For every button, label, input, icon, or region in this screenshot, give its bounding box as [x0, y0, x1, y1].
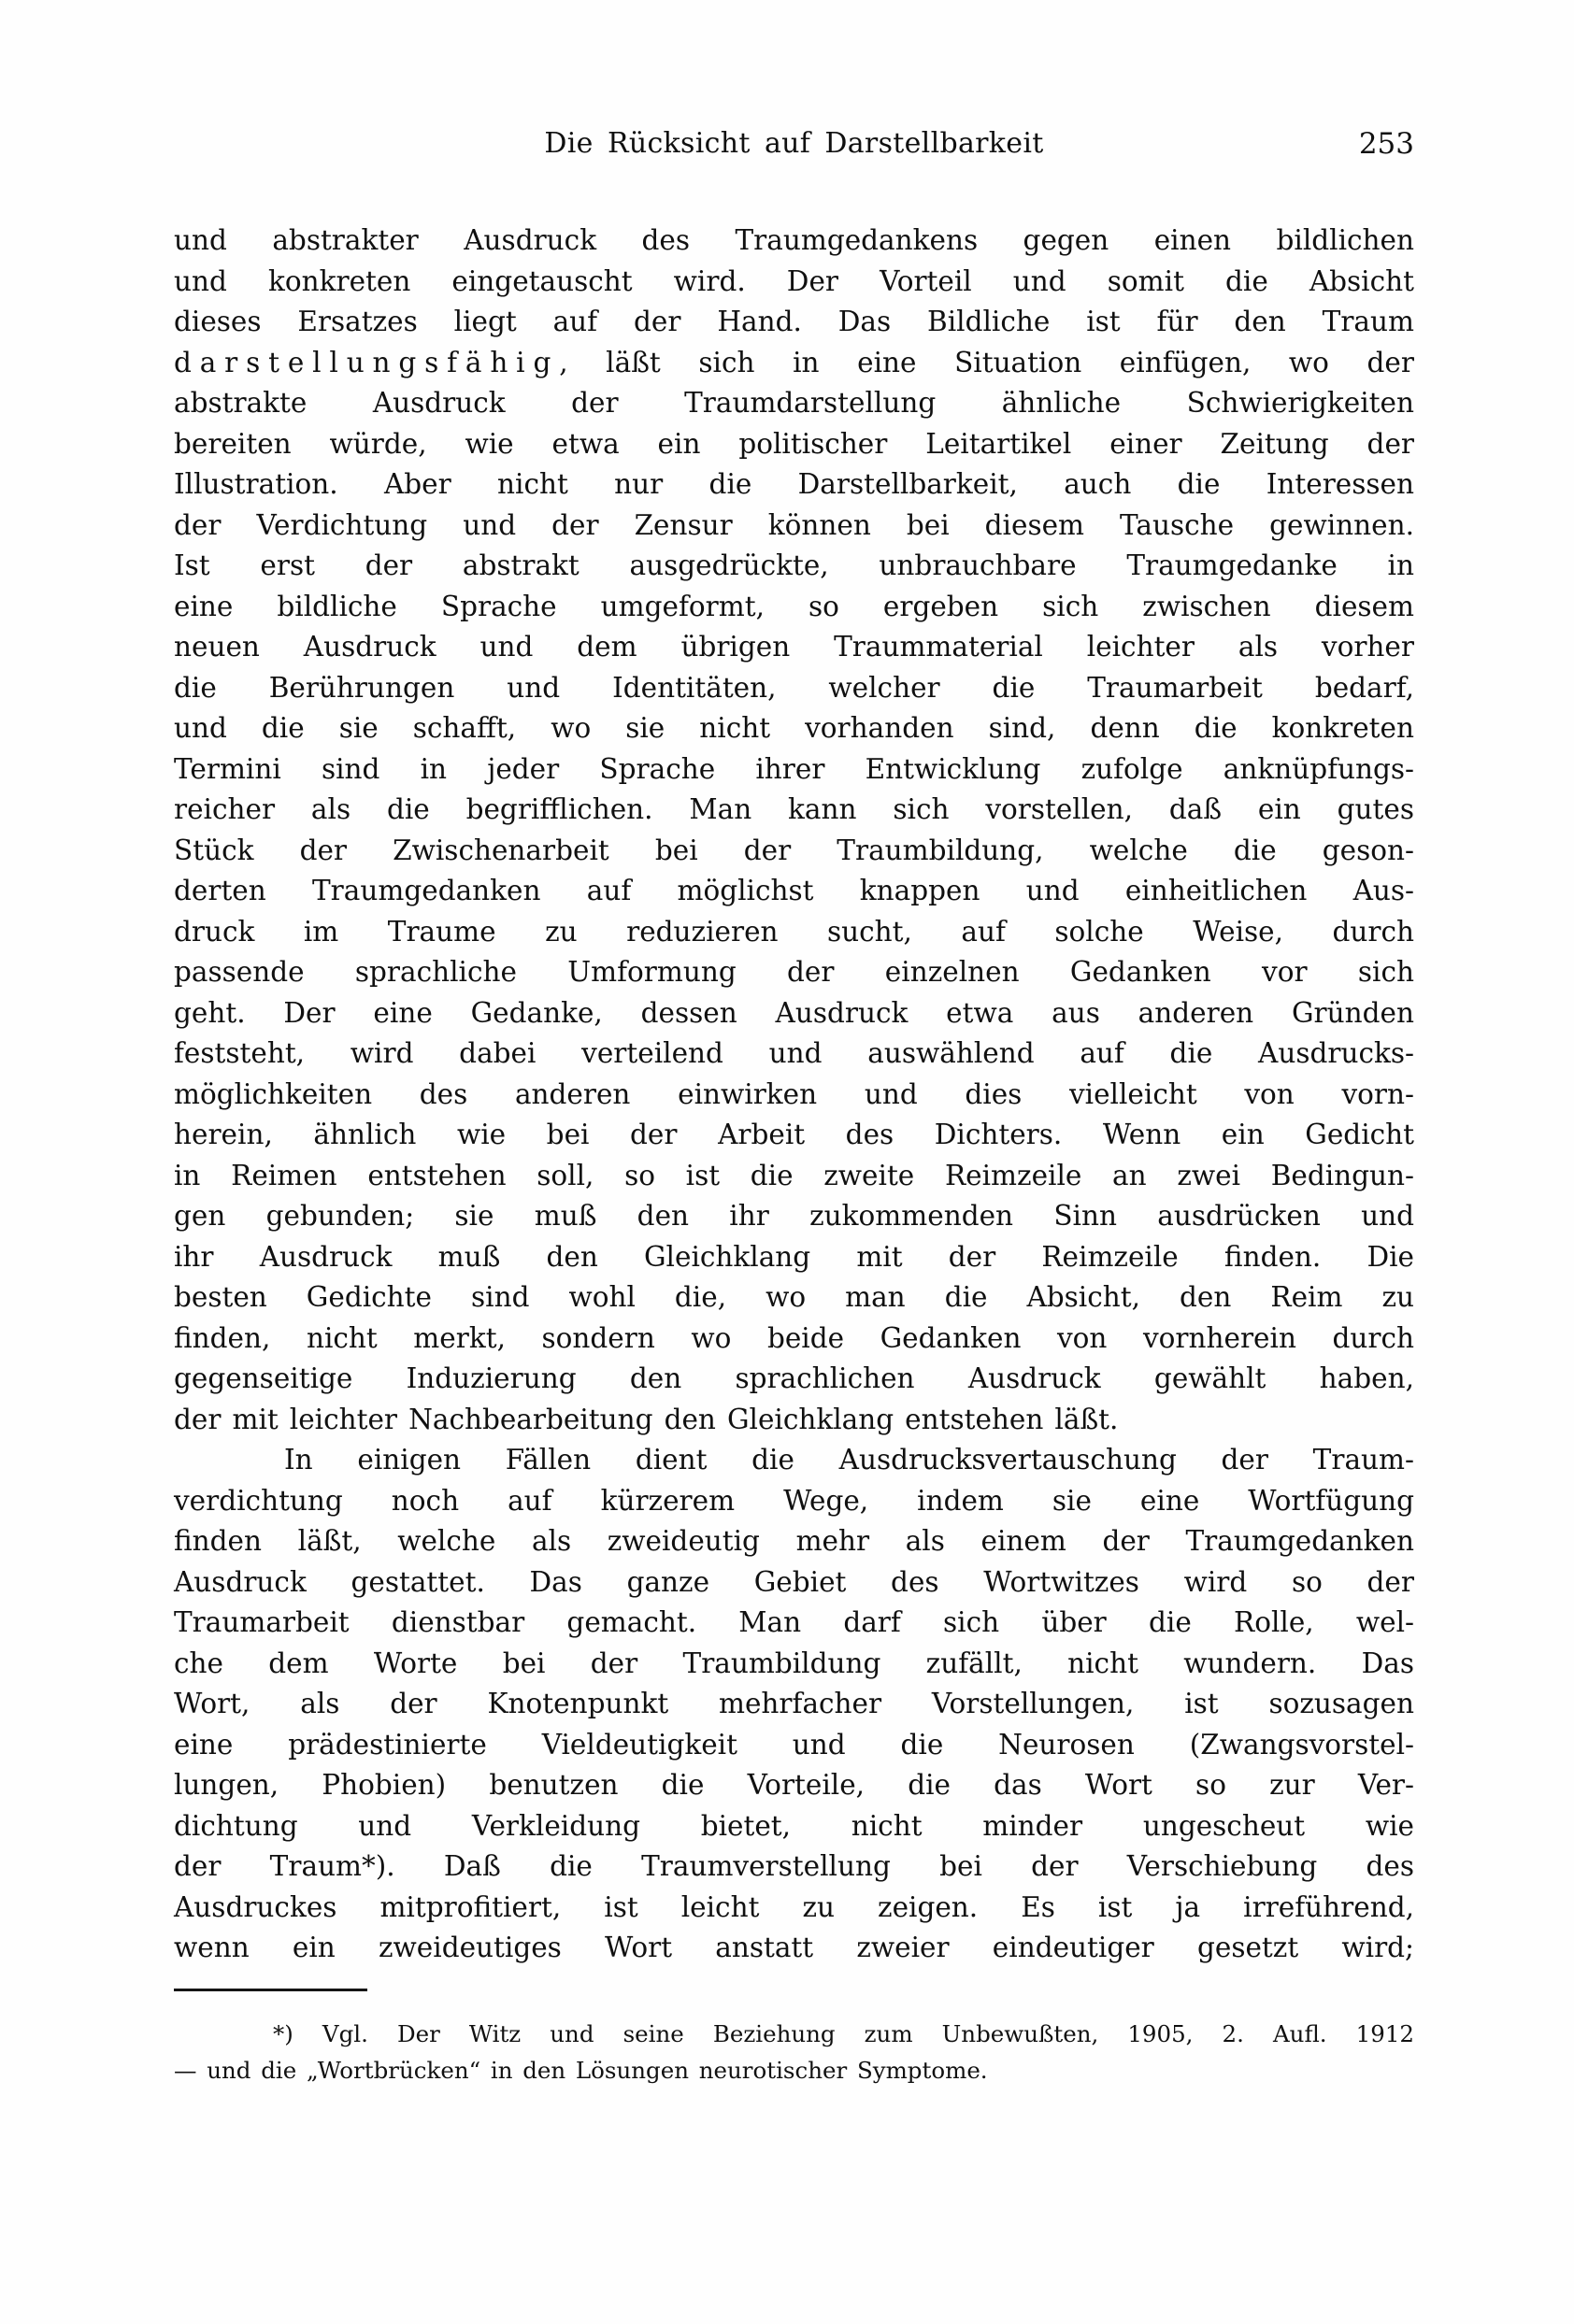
- text-line: gen gebunden; sie muß den ihr zukommenden Sinn ausdrücken und: [174, 1200, 1414, 1232]
- footnote-rule: [174, 1989, 367, 1991]
- text-line: Wort, als der Knotenpunkt mehrfacher Vorstellungen, ist sozusagen: [174, 1688, 1414, 1719]
- text-line: und konkreten eingetauscht wird. Der Vorteil und somit die Absicht: [174, 264, 1414, 297]
- footnote-line: — und die „Wortbrücken“ in den Lösungen neurotischer Symptome.: [174, 2056, 988, 2084]
- text-line: dichtung und Verkleidung bietet, nicht minder ungescheut wie: [174, 1809, 1414, 1842]
- page-number: 253: [1358, 127, 1414, 161]
- text-line: Termini sind in jeder Sprache ihrer Entwicklung zufolge anknüpfungs-: [174, 752, 1414, 785]
- text-line: ihr Ausdruck muß den Gleichklang mit der Reimzeile finden. Die: [174, 1240, 1414, 1273]
- text-line: und die sie schafft, wo sie nicht vorhanden sind, denn die konkreten: [174, 712, 1414, 744]
- text-line: darstellungsfähig, läßt sich in eine Situation einfügen, wo der: [174, 346, 1414, 378]
- text-line: Ausdruckes mitprofitiert, ist leicht zu zeigen. Es ist ja irreführend,: [174, 1890, 1414, 1923]
- text-line: che dem Worte bei der Traumbildung zufällt, nicht wundern. Das: [174, 1647, 1414, 1679]
- text-line: herein, ähnlich wie bei der Arbeit des Dichters. Wenn ein Gedicht: [174, 1119, 1414, 1150]
- text-line: derten Traumgedanken auf möglichst knappen und einheitlichen Aus-: [174, 875, 1414, 906]
- text-line: gegenseitige Induzierung den sprachlichen Ausdruck gewählt haben,: [174, 1362, 1414, 1394]
- text-line: in Reimen entstehen soll, so ist die zweite Reimzeile an zwei Bedingun-: [174, 1159, 1414, 1191]
- text-line: Illustration. Aber nicht nur die Darstellbarkeit, auch die Interessen: [174, 468, 1414, 500]
- text-line: bereiten würde, wie etwa ein politischer Leitartikel einer Zeitung der: [174, 427, 1414, 460]
- text-line: verdichtung noch auf kürzerem Wege, indem sie eine Wortfügung: [174, 1484, 1414, 1517]
- text-line: abstrakte Ausdruck der Traumdarstellung ähnliche Schwierigkeiten: [174, 387, 1414, 419]
- text-line: eine prädestinierte Vieldeutigkeit und die Neurosen (Zwangsvorstel-: [174, 1728, 1414, 1761]
- text-line: Stück der Zwischenarbeit bei der Traumbildung, welche die geson-: [174, 834, 1414, 866]
- body-text: [174, 221, 1414, 1969]
- text-line: und abstrakter Ausdruck des Traumgedankens gegen einen bildlichen: [174, 224, 1414, 256]
- text-line: geht. Der eine Gedanke, dessen Ausdruck etwa aus anderen Gründen: [174, 996, 1414, 1029]
- text-line: In einigen Fällen dient die Ausdrucksvertauschung der Traum-: [284, 1444, 1414, 1476]
- page-title: Die Rücksicht auf Darstellbarkeit: [544, 127, 1044, 160]
- text-line: Ist erst der abstrakt ausgedrückte, unbrauchbare Traumgedanke in: [174, 549, 1414, 581]
- text-line: neuen Ausdruck und dem übrigen Traummaterial leichter als vorher: [174, 631, 1414, 663]
- text-line: finden, nicht merkt, sondern wo beide Gedanken von vornherein durch: [174, 1321, 1414, 1354]
- text-line: der Verdichtung und der Zensur können bei diesem Tausche gewinnen.: [174, 508, 1414, 541]
- text-line: Traumarbeit dienstbar gemacht. Man darf sich über die Rolle, wel-: [174, 1606, 1414, 1638]
- text-line: finden läßt, welche als zweideutig mehr als einem der Traumgedanken: [174, 1525, 1414, 1557]
- text-line: reicher als die begrifflichen. Man kann sich vorstellen, daß ein gutes: [174, 793, 1414, 825]
- text-line: lungen, Phobien) benutzen die Vorteile, die das Wort so zur Ver-: [174, 1769, 1414, 1801]
- footnote: [174, 2017, 1414, 2089]
- text-line: passende sprachliche Umformung der einzelnen Gedanken vor sich: [174, 956, 1414, 988]
- footnote-line: *) Vgl. Der Witz und seine Beziehung zum Unbewußten, 1905, 2. Aufl. 1912: [273, 2020, 1414, 2047]
- text-line: eine bildliche Sprache umgeformt, so ergeben sich zwischen diesem: [174, 590, 1414, 622]
- text-line: Ausdruck gestattet. Das ganze Gebiet des Wortwitzes wird so der: [174, 1565, 1414, 1598]
- text-line: dieses Ersatzes liegt auf der Hand. Das Bildliche ist für den Traum: [174, 306, 1414, 337]
- text-line: besten Gedichte sind wohl die, wo man die Absicht, den Reim zu: [174, 1281, 1414, 1313]
- text-line: möglichkeiten des anderen einwirken und dies vielleicht von vorn-: [174, 1077, 1414, 1110]
- letterspaced-emphasis-word: darstellungsfähig: [174, 346, 560, 378]
- text-line: der Traum*). Daß die Traumverstellung bei der Verschiebung des: [174, 1850, 1414, 1882]
- text-line: feststeht, wird dabei verteilend und auswählend auf die Ausdrucks-: [174, 1037, 1414, 1069]
- text-line: der mit leichter Nachbearbeitung den Gleichklang entstehen läßt.: [174, 1403, 1119, 1435]
- running-head: [174, 125, 1414, 163]
- text-line: druck im Traume zu reduzieren sucht, auf solche Weise, durch: [174, 915, 1414, 948]
- text-line: die Berührungen und Identitäten, welcher die Traumarbeit bedarf,: [174, 671, 1414, 704]
- text-line: wenn ein zweideutiges Wort anstatt zweier eindeutiger gesetzt wird;: [174, 1932, 1414, 1963]
